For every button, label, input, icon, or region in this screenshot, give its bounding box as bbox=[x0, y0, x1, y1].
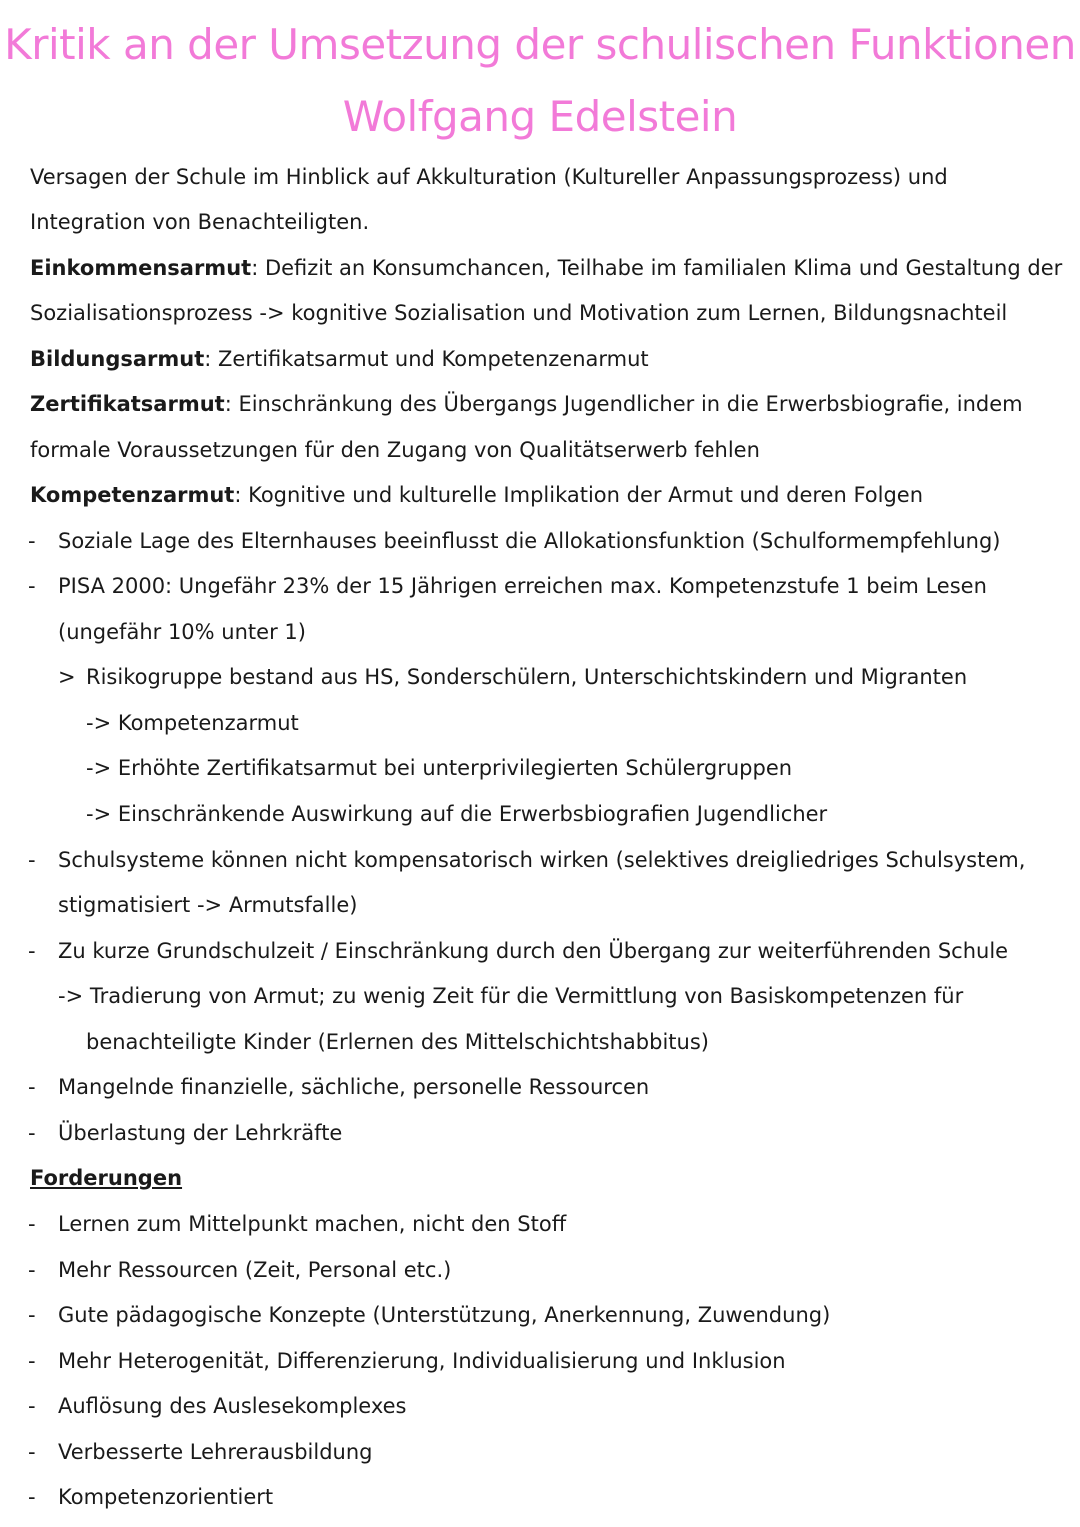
bullet-pisa-cont: (ungefähr 10% unter 1) bbox=[58, 620, 306, 644]
definition-bildungsarmut bbox=[30, 336, 649, 382]
sub-bullet-risikogruppe: Risikogruppe bestand aus HS, Sonderschülern, Unterschichtskindern und Migranten bbox=[86, 665, 968, 689]
bullet-grundschulzeit-arrow: -> Tradierung von Armut; zu wenig Zeit für die Vermittlung von Basiskompetenzen für bbox=[58, 984, 964, 1008]
bullet-dash: - bbox=[28, 1440, 36, 1464]
definition-text: : Zertifikatsarmut und Kompetenzenarmut bbox=[204, 347, 649, 371]
bullet-ueberlastung: Überlastung der Lehrkräfte bbox=[58, 1121, 343, 1145]
forderung-item: Mehr Heterogenität, Differenzierung, Individualisierung und Inklusion bbox=[58, 1349, 786, 1373]
term-einkommensarmut: Einkommensarmut bbox=[30, 256, 252, 280]
intro-line-2: Integration von Benachteiligten. bbox=[30, 210, 370, 234]
bullet-dash: - bbox=[28, 1485, 36, 1509]
definition-zertifikatsarmut bbox=[30, 381, 1023, 427]
bullet-dash: - bbox=[28, 574, 36, 598]
page-title: Kritik an der Umsetzung der schulischen Funktionen bbox=[4, 20, 1076, 69]
term-kompetenzarmut: Kompetenzarmut bbox=[30, 483, 235, 507]
sub-bullet-marker: > bbox=[58, 665, 76, 689]
definition-zertifikatsarmut-cont: formale Voraussetzungen für den Zugang von Qualitätserwerb fehlen bbox=[30, 438, 760, 462]
forderung-item: Lernen zum Mittelpunkt machen, nicht den Stoff bbox=[58, 1212, 567, 1236]
arrow-item-kompetenzarmut: -> Kompetenzarmut bbox=[86, 711, 299, 735]
bullet-grundschulzeit: Zu kurze Grundschulzeit / Einschränkung durch den Übergang zur weiterführenden Schule bbox=[58, 939, 1009, 963]
bullet-schulsysteme-cont: stigmatisiert -> Armutsfalle) bbox=[58, 893, 358, 917]
definition-einkommensarmut-cont: Sozialisationsprozess -> kognitive Sozialisation und Motivation zum Lernen, Bildungsnachteil bbox=[30, 301, 1008, 325]
definition-text: : Kognitive und kulturelle Implikation der Armut und deren Folgen bbox=[234, 483, 924, 507]
bullet-dash: - bbox=[28, 1258, 36, 1282]
forderung-item: Kompetenzorientiert bbox=[58, 1485, 274, 1509]
definition-kompetenzarmut bbox=[30, 472, 923, 518]
bullet-dash: - bbox=[28, 1075, 36, 1099]
page-subtitle-author: Wolfgang Edelstein bbox=[342, 92, 738, 141]
arrow-item-zertifikatsarmut: -> Erhöhte Zertifikatsarmut bei unterprivilegierten Schülergruppen bbox=[86, 756, 793, 780]
forderung-item: Mehr Ressourcen (Zeit, Personal etc.) bbox=[58, 1258, 452, 1282]
bullet-dash: - bbox=[28, 529, 36, 553]
bullet-dash: - bbox=[28, 1212, 36, 1236]
bullet-dash: - bbox=[28, 1394, 36, 1418]
definition-text: : Einschränkung des Übergangs Jugendlicher in die Erwerbsbiografie, indem bbox=[224, 392, 1023, 416]
bullet-dash: - bbox=[28, 1121, 36, 1145]
bullet-dash: - bbox=[28, 1303, 36, 1327]
forderung-item: Verbesserte Lehrerausbildung bbox=[58, 1440, 373, 1464]
forderung-item: Gute pädagogische Konzepte (Unterstützung, Anerkennung, Zuwendung) bbox=[58, 1303, 831, 1327]
bullet-dash: - bbox=[28, 939, 36, 963]
bullet-schulsysteme: Schulsysteme können nicht kompensatorisch wirken (selektives dreigliedriges Schulsystem, bbox=[58, 848, 1026, 872]
forderung-item: Auflösung des Auslesekomplexes bbox=[58, 1394, 407, 1418]
bullet-soziale-lage: Soziale Lage des Elternhauses beeinflusst die Allokationsfunktion (Schulformempfehlung) bbox=[58, 529, 1001, 553]
term-zertifikatsarmut: Zertifikatsarmut bbox=[30, 392, 225, 416]
definition-einkommensarmut bbox=[30, 245, 1062, 291]
bullet-pisa: PISA 2000: Ungefähr 23% der 15 Jährigen erreichen max. Kompetenzstufe 1 beim Lesen bbox=[58, 574, 987, 598]
definition-text: : Defizit an Konsumchancen, Teilhabe im familialen Klima und Gestaltung der bbox=[251, 256, 1063, 280]
bullet-dash: - bbox=[28, 1349, 36, 1373]
section-heading-forderungen: Forderungen bbox=[30, 1166, 183, 1190]
intro-line-1: Versagen der Schule im Hinblick auf Akkulturation (Kultureller Anpassungsprozess) und bbox=[30, 165, 948, 189]
arrow-item-erwerbsbiografien: -> Einschränkende Auswirkung auf die Erwerbsbiografien Jugendlicher bbox=[86, 802, 828, 826]
term-bildungsarmut: Bildungsarmut bbox=[30, 347, 205, 371]
bullet-grundschulzeit-cont: benachteiligte Kinder (Erlernen des Mittelschichtshabbitus) bbox=[86, 1030, 709, 1054]
bullet-dash: - bbox=[28, 848, 36, 872]
bullet-ressourcen: Mangelnde finanzielle, sächliche, personelle Ressourcen bbox=[58, 1075, 650, 1099]
